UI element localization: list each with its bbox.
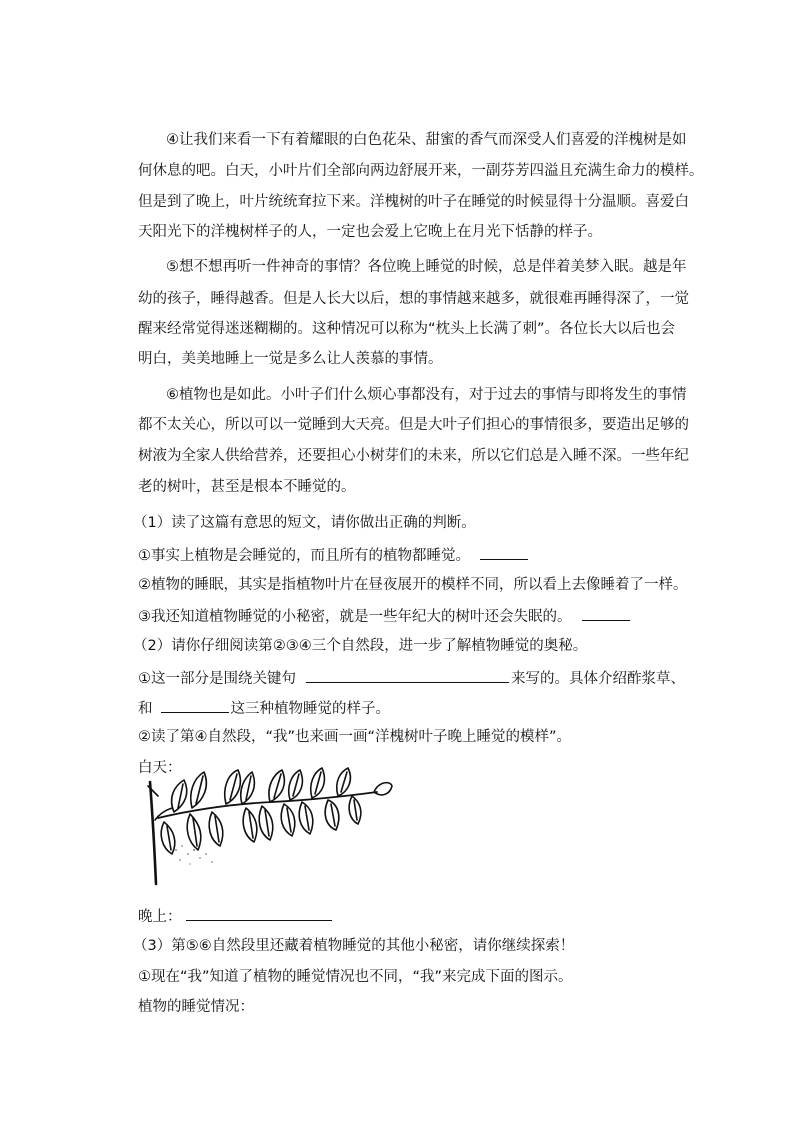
- question-1-item-1: [138, 544, 528, 566]
- diagram-label: 植物的睡觉情况：: [138, 999, 254, 1015]
- question-1-item-3: [138, 605, 630, 627]
- question-2-item-1: [138, 667, 685, 689]
- paragraph-4-line-1: ④让我们来看一下有着耀眼的白色花朵、甜蜜的香气而深受人们喜爱的洋槐树是如: [166, 132, 687, 148]
- question-2-title: （2）请你仔细阅读第②③④三个自然段，进一步了解植物睡觉的奥秘。: [133, 638, 588, 654]
- question-1-item-3-text: ③我还知道植物睡觉的小秘密，就是一些年纪大的树叶还会失眠的。: [138, 609, 572, 625]
- question-2-item-1-text-c: 和: [138, 701, 153, 717]
- paragraph-4-line-2: 何休息的吧。白天，小叶片们全部向两边舒展开来，一副芬芳四溢且充满生命力的模样。: [138, 163, 704, 179]
- paragraph-6-line-1: ⑥植物也是如此。小叶子们什么烦心事都没有，对于过去的事情与即将发生的事情: [166, 387, 687, 403]
- paragraph-4-line-3: 但是到了晚上，叶片统统耷拉下来。洋槐树的叶子在睡觉的时候显得十分温顺。喜爱白: [138, 194, 689, 210]
- key-sentence-blank[interactable]: [306, 667, 509, 683]
- question-2-item-2: ②读了第④自然段，“我”也来画一画“洋槐树叶子晚上睡觉的模样”。: [138, 729, 572, 745]
- paragraph-5-line-4: 明白，美美地睡上一觉是多么让人羡慕的事情。: [138, 351, 443, 367]
- locust-leaf-day-drawing: [142, 758, 394, 890]
- question-2-item-1-text-a: ①这一部分是围绕关键句: [138, 671, 296, 687]
- paragraph-6-line-4: 老的树叶，甚至是根本不睡觉的。: [138, 479, 356, 495]
- question-1-title: （1）读了这篇有意思的短文，请你做出正确的判断。: [133, 515, 476, 531]
- paragraph-5-line-3: 醒来经常觉得迷迷糊糊的。这种情况可以称为“枕头上长满了刺”。各位长大以后也会: [138, 321, 676, 337]
- night-label: 晚上：: [138, 909, 182, 925]
- judgment-blank-1[interactable]: [480, 544, 528, 560]
- question-2-item-1-cont: [138, 697, 390, 719]
- judgment-blank-3[interactable]: [582, 605, 630, 621]
- question-2-item-1-text-b: 来写的。具体介绍酢浆草、: [511, 671, 685, 687]
- paragraph-4-line-4: 天阳光下的洋槐树样子的人，一定也会爱上它晚上在月光下恬静的样子。: [138, 224, 602, 240]
- paragraph-6-line-3: 树液为全家人供给营养，还要担心小树芽们的未来，所以它们总是入睡不深。一些年纪: [138, 448, 689, 464]
- night-answer-row: [138, 905, 332, 927]
- paragraph-5-line-1: ⑤想不想再听一件神奇的事情？各位晚上睡觉的时候，总是伴着美梦入眠。越是年: [166, 259, 687, 275]
- question-2-item-1-text-d: 这三种植物睡觉的样子。: [230, 701, 390, 717]
- question-3-item-1: ①现在“我”知道了植物的睡觉情况也不同，“我”来完成下面的图示。: [138, 969, 573, 985]
- day-label: 白天：: [138, 760, 182, 776]
- question-1-item-2: ②植物的睡眠，其实是指植物叶片在昼夜展开的模样不同，所以看上去像睡着了一样。: [138, 577, 688, 593]
- question-1-item-1-text: ①事实上植物是会睡觉的，而且所有的植物都睡觉。: [138, 548, 470, 564]
- night-drawing-blank[interactable]: [186, 905, 332, 921]
- plant-name-blank[interactable]: [161, 697, 229, 713]
- paragraph-5-line-2: 幼的孩子，睡得越香。但是人长大以后，想的事情越来越多，就很难再睡得深了，一觉: [138, 291, 689, 307]
- question-3-title: （3）第⑤⑥自然段里还藏着植物睡觉的其他小秘密，请你继续探索！: [133, 938, 575, 954]
- paragraph-6-line-2: 都不太关心，所以可以一觉睡到大天亮。但是大叶子们担心的事情很多，要造出足够的: [138, 417, 689, 433]
